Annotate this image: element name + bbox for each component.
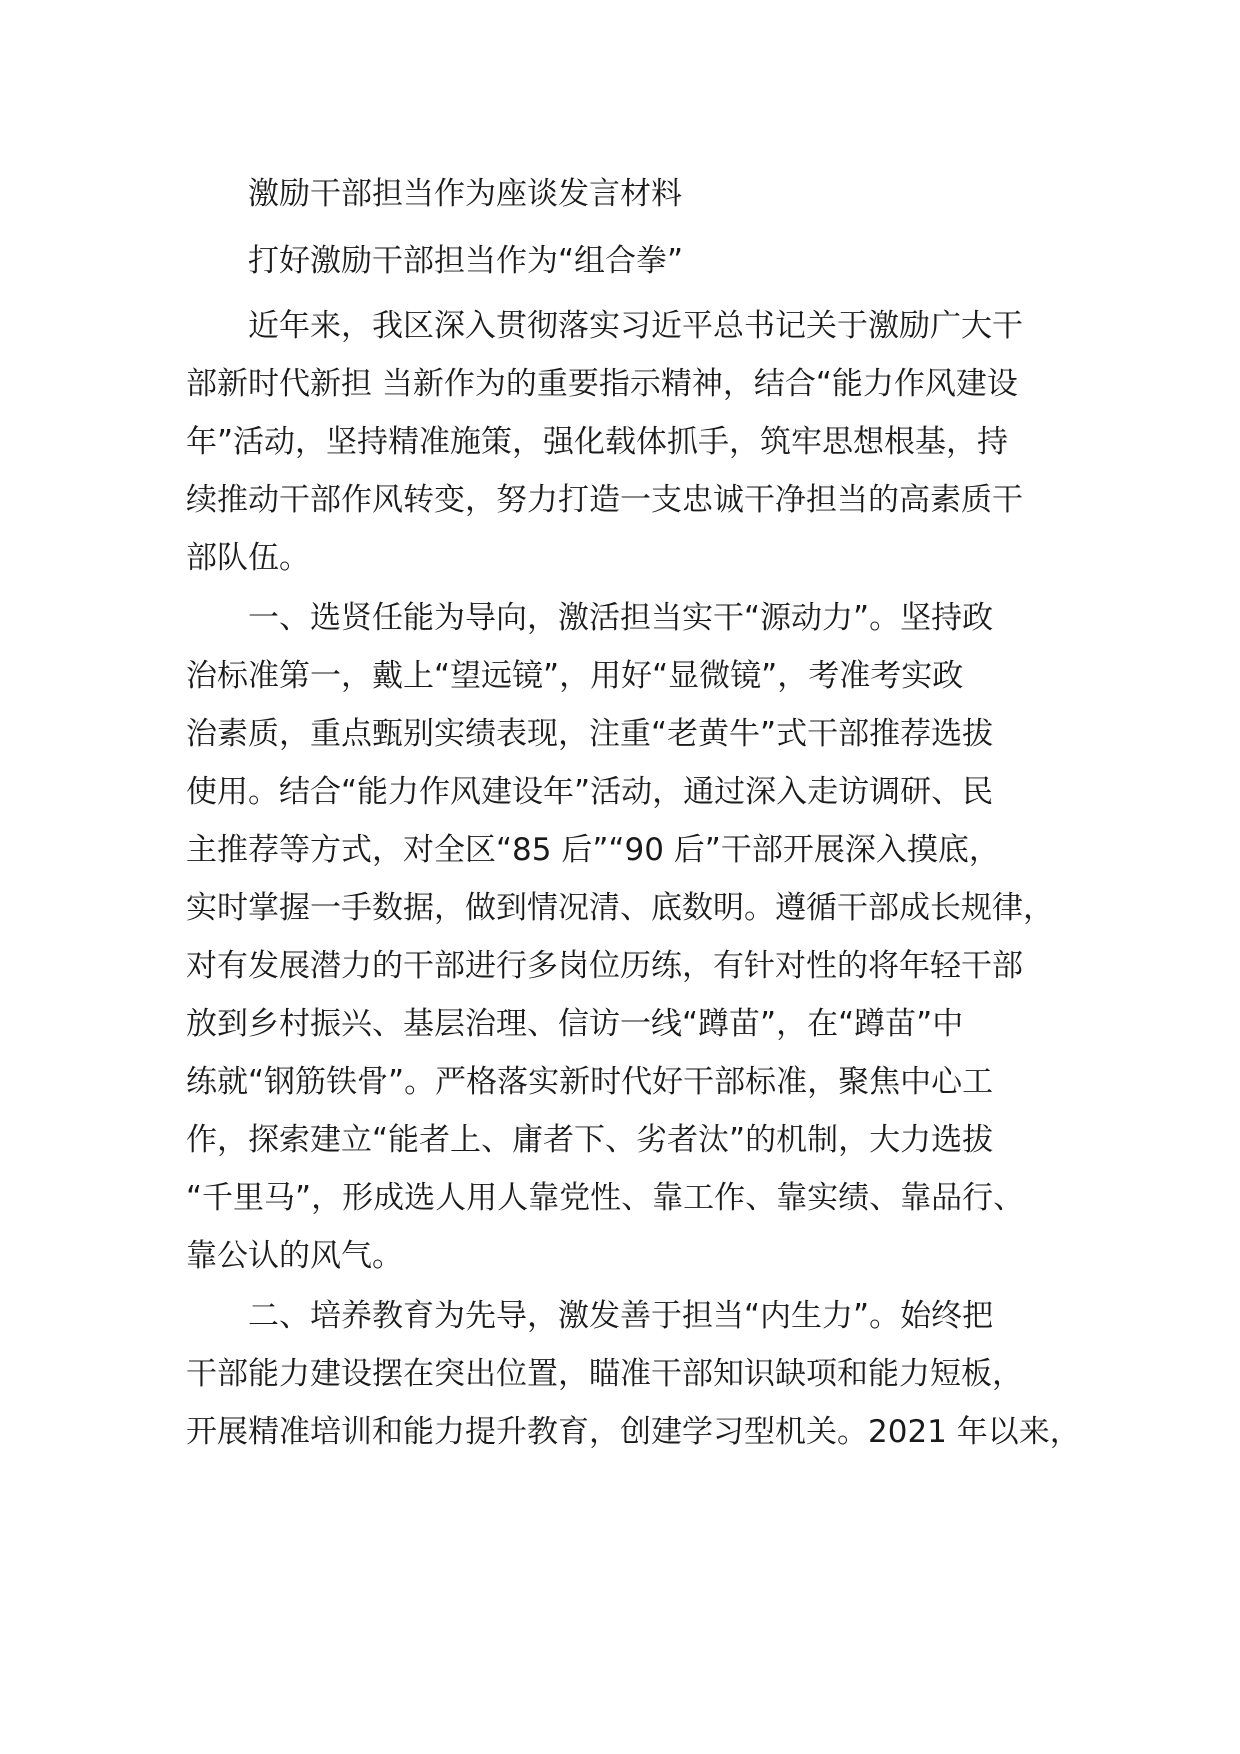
paragraph-line: 近年来，我区深入贯彻落实习近平总书记关于激励广大干 <box>248 308 1023 344</box>
paragraph-line: “千里马”，形成选人用人靠党性、靠工作、靠实绩、靠品行、 <box>186 1180 1025 1216</box>
paragraph-line: 干部能力建设摆在突出位置，瞄准干部知识缺项和能力短板， <box>186 1356 1023 1392</box>
paragraph-line: 部队伍。 <box>186 540 310 576</box>
paragraph-line: 作，探索建立“能者上、庸者下、劣者汰”的机制，大力选拔 <box>186 1122 994 1158</box>
document-subtitle: 打好激励干部担当作为“组合拳” <box>248 243 684 279</box>
paragraph-line: 实时掌握一手数据，做到情况清、底数明。遵循干部成长规律， <box>186 890 1054 926</box>
paragraph-line: 年”活动，坚持精准施策，强化载体抓手，筑牢思想根基，持 <box>186 424 1009 460</box>
paragraph-line: 续推动干部作风转变，努力打造一支忠诚干净担当的高素质干 <box>186 482 1023 518</box>
paragraph-line: 使用。结合“能力作风建设年”活动，通过深入走访调研、民 <box>186 774 994 810</box>
paragraph-line: 主推荐等方式，对全区“85 后”“90 后”干部开展深入摸底， <box>186 832 1000 868</box>
paragraph-line: 靠公认的风气。 <box>186 1238 403 1274</box>
paragraph-line: 一、选贤任能为导向，激活担当实干“源动力”。坚持政 <box>248 600 994 636</box>
document-title: 激励干部担当作为座谈发言材料 <box>248 176 682 212</box>
paragraph-line: 开展精准培训和能力提升教育，创建学习型机关。2021 年以来， <box>186 1414 1081 1450</box>
paragraph-line: 放到乡村振兴、基层治理、信访一线“蹲苗”，在“蹲苗”中 <box>186 1006 964 1042</box>
paragraph-line: 二、培养教育为先导，激发善于担当“内生力”。始终把 <box>248 1298 994 1334</box>
paragraph-line: 练就“钢筋铁骨”。严格落实新时代好干部标准，聚焦中心工 <box>186 1064 994 1100</box>
paragraph-line: 治标准第一，戴上“望远镜”，用好“显微镜”，考准考实政 <box>186 658 964 694</box>
paragraph-line: 部新时代新担 当新作为的重要指示精神，结合“能力作风建设 <box>186 366 1018 402</box>
paragraph-line: 治素质，重点甄别实绩表现，注重“老黄牛”式干部推荐选拔 <box>186 716 994 752</box>
paragraph-line: 对有发展潜力的干部进行多岗位历练，有针对性的将年轻干部 <box>186 948 1023 984</box>
